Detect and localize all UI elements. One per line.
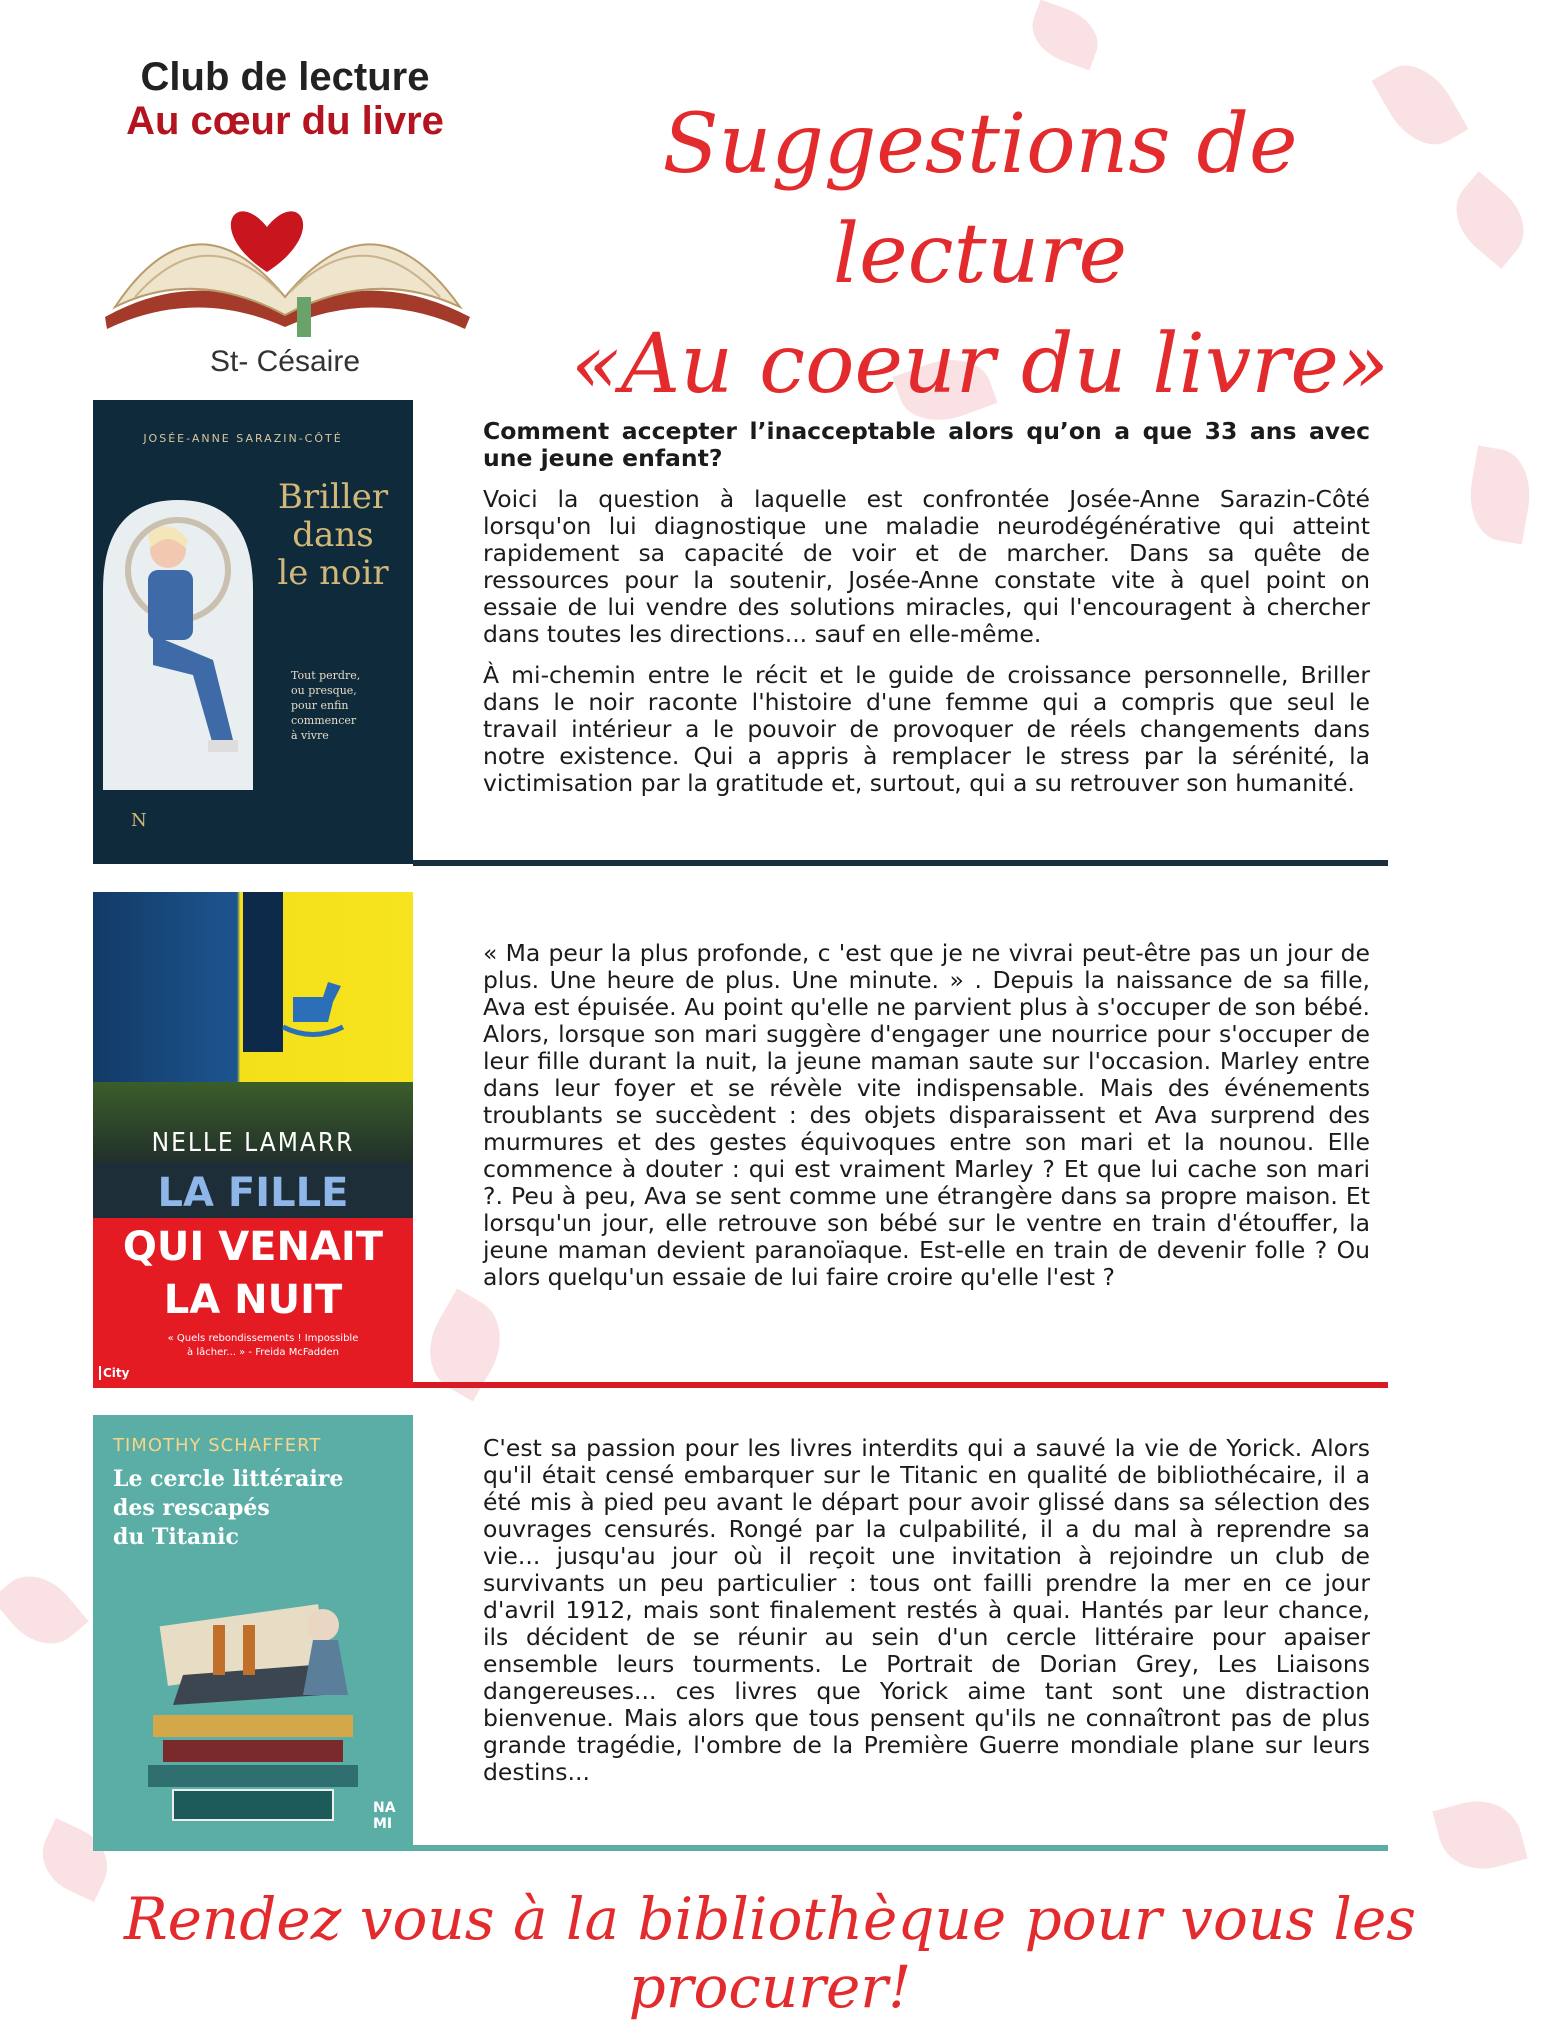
cover-title-line: dans [292,515,374,555]
club-logo [95,55,475,385]
cover-author: NELLE LAMARR [151,1128,355,1158]
book-suggestion-3 [93,1415,1388,1855]
cover-title-line: Briller [277,477,389,517]
petal-decoration [0,1560,89,1660]
book-description [483,418,1370,811]
petal-decoration [1432,1791,1527,1879]
title-line2: «Au coeur du livre» [570,317,1390,412]
cover-title-line1: LA FILLE [157,1170,349,1216]
description-paragraph: Voici la question à laquelle est confrontée Josée-Anne Sarazin-Côté lorsqu'on lui diagnostique une maladie neurodégénérative qui atteint rapidement sa capacité de voir et de marcher. Dans sa quête de ressources pour la soutenir, Josée-Anne constate vite à quel point on essaie de lui vendre des solutions miracles, qui l'encouragent à chercher dans toutes les directions... sauf en elle-même. [483,485,1370,648]
cover-title-line: des rescapés [113,1495,270,1521]
rocking-horse-icon [273,972,353,1042]
section-divider [413,860,1388,866]
cover-title-line3: LA NUIT [163,1277,343,1323]
cover-photo-woman [93,490,263,790]
book-suggestion-1 [93,400,1388,870]
section-divider [413,1845,1388,1851]
book-cover-briller [93,400,413,864]
cover-title [258,478,408,592]
cover-title-line: le noir [277,553,389,593]
cover-collage-illustration [123,1585,383,1845]
cover-quote [133,1332,393,1360]
cover-title-line: du Titanic [113,1524,239,1550]
logo-line1: Club de lecture [140,55,430,99]
publisher-line: NA [373,1800,396,1816]
section-divider [413,1382,1388,1388]
description-paragraph: C'est sa passion pour les livres interdits qui a sauvé la vie de Yorick. Alors qu'il était censé embarquer sur le Titanic en qualité de bibliothécaire, il a été mis à pied peu avant le départ pour avoir glissé dans sa sélection des ouvrages censurés. Rongé par la culpabilité, il a du mal à reprendre sa vie... jusqu'au jour où il reçoit une invitation à rejoindre un club de survivants un peu particulier : tous ont failli prendre la mer en ce jour d'avril 1912, mais sont finalement restés à quai. Hantés par leur chance, ils décident de se réunir au sein d'un cercle littéraire pour apaiser ensemble leurs tourments. Le Portrait de Dorian Grey, Les Liaisons dangereuses... ces livres que Yorick aime tant sont une distraction bienvenue. Mais alors que tous pensent qu'ils ne connaîtront pas de plus grande tragédie, l'ombre de la Première Guerre mondiale plane sur leurs destins... [483,1434,1370,1786]
tagline-line: à vivre [291,729,329,742]
publisher-line: MI [373,1816,393,1832]
cover-tagline [291,668,401,743]
logo-line2: Au cœur du livre [126,99,444,143]
open-book-heart-icon [95,147,475,347]
book-description [483,1435,1370,1800]
book-description [483,940,1370,1305]
tagline-line: ou presque, [291,684,357,697]
page-title [560,90,1400,420]
footer-cta: Rendez vous à la bibliothèque pour vous les procurer! [123,1885,1417,2021]
petal-decoration [1463,445,1538,544]
cover-publisher [373,1800,396,1832]
cover-author: TIMOTHY SCHAFFERT [113,1435,322,1456]
cover-publisher-mark: N [131,810,147,831]
tagline-line: pour enfin [291,699,349,712]
cover-title [113,1465,403,1552]
cover-author: JOSÉE-ANNE SARAZIN-CÔTÉ [143,432,343,445]
cover-quote-line2: à lâcher... » - Freida McFadden [187,1347,339,1358]
cover-title-line2: QUI VENAIT [122,1224,384,1270]
description-paragraph: À mi-chemin entre le récit et le guide de croissance personnelle, Briller dans le noir raconte l'histoire d'une femme qui a compris que seul le travail intérieur a le pouvoir de provoquer de réels changements dans notre existence. Qui a appris à remplacer le stress par la sérénité, la victimisation par la gratitude et, surtout, qui a su retrouver son humanité. [483,661,1370,797]
book-question: Comment accepter l’inacceptable alors qu’on a que 33 ans avec une jeune enfant? [483,417,1370,472]
title-line1: Suggestions de lecture [662,97,1298,302]
cover-quote-line1: « Quels rebondissements ! Impossible [167,1333,359,1344]
petal-decoration [1440,171,1540,268]
book-cover-la-fille [93,892,413,1388]
book-cover-cercle-litteraire [93,1415,413,1851]
description-paragraph: « Ma peur la plus profonde, c 'est que je ne vivrai peut-être pas un jour de plus. Une heure de plus. Une minute. » . Depuis la naissance de sa fille, Ava est épuisée. Au point qu'elle ne parvient plus à s'occuper de son bébé. Alors, lorsque son mari suggère d'engager une nourrice pour s'occuper de leur fille durant la nuit, la jeune maman saute sur l'occasion. Marley entre dans leur foyer et se révèle vite indispensable. Mais des événements troublants se succèdent : des objets disparaissent et Ava surprend des murmures et des gestes équivoques entre son mari et la nounou. Elle commence à douter : qui est vraiment Marley ? Et que lui cache son mari ?. Peu à peu, Ava se sent comme une étrangère dans sa propre maison. Et lorsqu'un jour, elle retrouve son bébé sur le ventre en train d'étouffer, la jeune maman devient paranoïaque. Est-elle en train de devenir folle ? Ou alors quelqu'un essaie de lui faire croire qu'elle l'est ? [483,939,1370,1291]
cover-title-line: Le cercle littéraire [113,1466,344,1492]
cover-publisher: City [99,1366,129,1380]
logo-location: St- Césaire [209,345,361,378]
tagline-line: Tout perdre, [291,669,361,682]
petal-decoration [1024,0,1107,70]
tagline-line: commencer [291,714,357,727]
book-suggestion-2 [93,892,1388,1392]
